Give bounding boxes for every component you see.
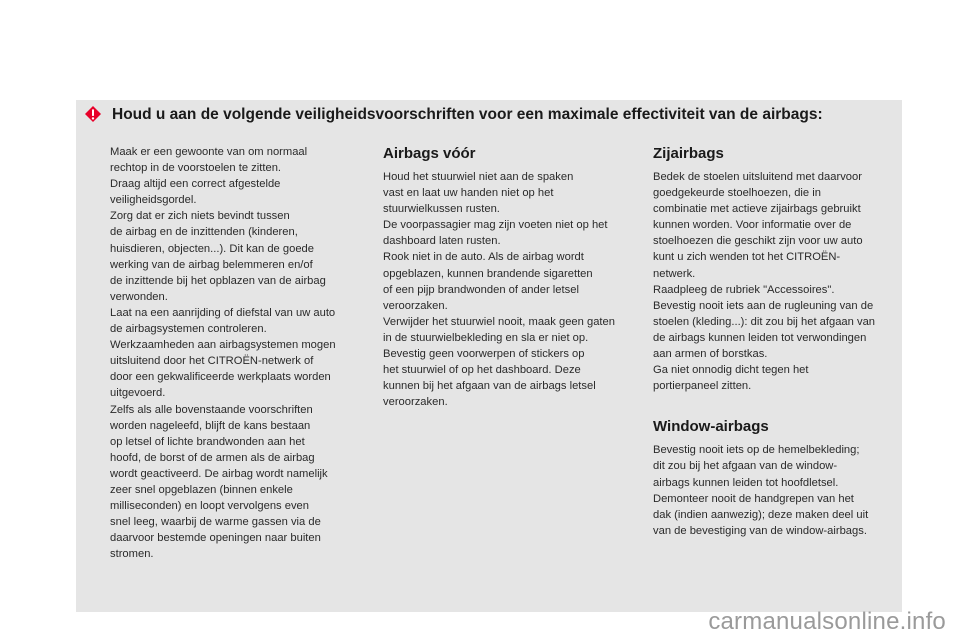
general-rules-text: Maak er een gewoonte van om normaal rechtop in de voorstoelen te zitten. Draag altijd een correct afgestelde veiligheidsgordel. Zorg dat er zich niets bevindt tussen de airbag en de inzittenden (kinderen, huisdieren, objecten...). Dit kan de goede werking van de airbag belemmeren en/of de inzittende bij het opblazen van de airbag verwonden. Laat na een aanrijding of diefstal van uw auto de airbagsystemen controleren. Werkzaamheden aan airbagsystemen mogen uitsluitend door het CITROËN-netwerk of door een gekwalificeerde werkplaats worden uitgevoerd. Zelfs als alle bovenstaande voorschriften worden nageleefd, blijft de kans bestaan op letsel of lichte brandwonden aan het hoofd, de borst of de armen als de airbag wordt geactiveerd. De airbag wordt namelijk zeer snel opgeblazen (binnen enkele milliseconden) en loopt vervolgens even snel leeg, waarbij de warme gassen via de daarvoor bestemde openingen naar buiten stromen. bbox=[110, 146, 336, 561]
warning-icon bbox=[84, 105, 102, 123]
side-airbags-column bbox=[653, 145, 903, 539]
side-airbags-text: Bedek de stoelen uitsluitend met daarvoor goedgekeurde stoelhoezen, die in combinatie met actieve zijairbags gebruikt kunnen worden. Voor informatie over de stoelhoezen die geschikt zijn voor uw auto kunt u zich wenden tot het CITROËN- netwerk. Raadpleeg de rubriek "Accessoires". Bevestig nooit iets aan de rugleuning van de stoelen (kleding...): dit zou bij het afgaan van de airbags kunnen leiden tot verwondingen aan armen of borstkas. Ga niet onnodig dicht tegen het portierpaneel zitten. bbox=[653, 171, 876, 393]
front-airbags-title: Airbags vóór bbox=[383, 145, 476, 162]
front-airbags-text: Houd het stuurwiel niet aan de spaken vast en laat uw handen niet op het stuurwielkussen rusten. De voorpassagier mag zijn voeten niet op het dashboard laten rusten. Rook niet in de auto. Als de airbag wordt opgeblazen, kunnen brandende sigaretten of een pijp brandwonden of ander letsel veroorzaken. Verwijder het stuurwiel nooit, maak geen gaten in de stuurwielbekleding en sla er niet op. Bevestig geen voorwerpen of stickers op het stuurwiel of op het dashboard. Deze kunnen bij het afgaan van de airbags letsel veroorzaken. bbox=[383, 171, 615, 409]
general-rules-column bbox=[110, 144, 365, 562]
side-airbags-title: Zijairbags bbox=[653, 145, 724, 162]
page-heading: Houd u aan de volgende veiligheidsvoorschriften voor een maximale effectiviteit van de airbags: bbox=[112, 106, 823, 123]
watermark: carmanualsonline.info bbox=[708, 608, 946, 635]
window-airbags-text: Bevestig nooit iets op de hemelbekleding; dit zou bij het afgaan van de window- airbags kunnen leiden tot hoofdletsel. Demonteer nooit de handgrepen van het dak (indien aanwezig); deze maken deel uit van de bevestiging van de window-airbags. bbox=[653, 444, 869, 537]
window-airbags-title: Window-airbags bbox=[653, 418, 769, 436]
front-airbags-column bbox=[383, 145, 638, 410]
